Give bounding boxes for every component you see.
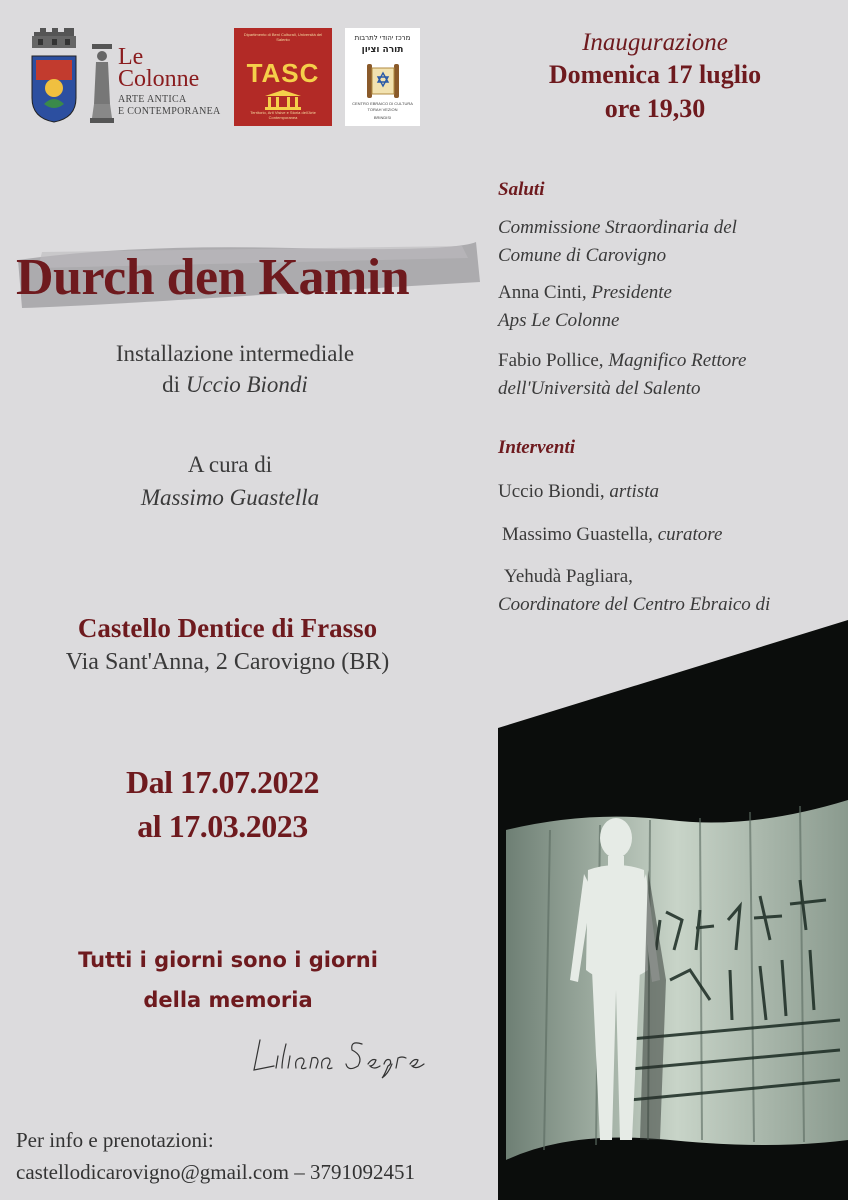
tasc-logo [234, 28, 332, 126]
le-colonne-title: Le Colonne [118, 44, 200, 92]
torah-footer-line1: CENTRO EBRAICO DI CULTURA [352, 101, 413, 106]
interventi-heading: Interventi [498, 437, 576, 458]
curator-block [0, 448, 460, 514]
quote-line1: Tutti i giorni sono i giorni [78, 948, 378, 972]
saluti-item-1-line1: Commissione Straordinaria del [498, 217, 737, 238]
coat-of-arms-icon [28, 28, 80, 124]
torah-footer-line3: BRINDISI [373, 115, 392, 120]
subtitle-line1: Installazione intermediale [115, 341, 355, 366]
quote-line2: della memoria [143, 988, 313, 1012]
venue-name: Castello Dentice di Frasso [77, 613, 378, 643]
le-colonne-sub1: ARTE ANTICA [118, 94, 187, 105]
saluti-item-3-line2: dell'Università del Salento [498, 378, 701, 399]
interventi-item-2 [502, 521, 838, 549]
saluti-item-2-role: Presidente [591, 282, 672, 303]
date-from: Dal 17.07.2022 [126, 764, 319, 800]
torah-hebrew-line1: מרכז יהודי לתרבות [354, 34, 411, 42]
columns-icon [263, 90, 303, 110]
date-to: al 17.03.2023 [137, 808, 308, 844]
torah-hebrew-line2: תורה וציון [361, 45, 404, 55]
info-contact[interactable]: castellodicarovigno@gmail.com – 3791092451 [16, 1160, 416, 1184]
saluti-item-3-role: Magnifico Rettore [608, 350, 747, 371]
interventi-item-1-role: artista [609, 481, 659, 502]
curator-name: Massimo Guastella [140, 485, 320, 510]
inauguration-date: Domenica 17 luglio [548, 60, 762, 89]
torah-footer-line2: TORAH VEZION [367, 107, 398, 112]
le-colonne-subtitle [118, 94, 221, 118]
interventi-item-3-role-line1: Coordinatore del Centro Ebraico di [498, 594, 771, 615]
saluti-item-2 [498, 279, 838, 335]
quote-block [0, 940, 456, 1020]
interventi-item-2-role: curatore [657, 524, 723, 545]
caryatid-statue-icon [88, 44, 116, 124]
le-colonne-logo [88, 42, 228, 126]
installation-photo [470, 620, 848, 1200]
interventi-item-1-name: Uccio Biondi, [498, 481, 610, 502]
liliana-segre-signature [250, 1030, 430, 1080]
exhibition-subtitle [0, 338, 470, 400]
info-label: Per info e prenotazioni: [16, 1128, 214, 1152]
exhibition-title: Durch den Kamin [16, 249, 410, 306]
tasc-text: TASC [246, 58, 320, 88]
tasc-top-text: Dipartimento di Beni Culturali, Università del Salento [243, 32, 323, 42]
inauguration-block [500, 28, 810, 126]
interventi-section [498, 434, 838, 647]
artist-name: Uccio Biondi [185, 372, 308, 397]
saluti-item-1 [498, 214, 838, 270]
saluti-item-2-line2: Aps Le Colonne [498, 310, 620, 331]
saluti-item-1-line2: Comune di Carovigno [498, 245, 667, 266]
le-colonne-sub2: E CONTEMPORANEA [118, 106, 221, 117]
saluti-item-3 [498, 347, 838, 403]
saluti-item-3-name: Fabio Pollice, [498, 350, 609, 371]
interventi-item-1 [498, 478, 838, 506]
interventi-item-3-name: Yehudà Pagliara, [504, 566, 633, 587]
saluti-item-2-name: Anna Cinti, [498, 282, 592, 303]
tasc-bottom-text: Territorio, Arti Visive e Storia dell'Arte Contemporanea [250, 110, 316, 120]
saluti-heading: Saluti [498, 179, 545, 200]
info-block [16, 1124, 415, 1188]
inauguration-time: ore 19,30 [604, 94, 706, 123]
venue-address: Via Sant'Anna, 2 Carovigno (BR) [65, 649, 390, 675]
venue-block [0, 610, 455, 678]
curated-by-label: A cura di [187, 452, 273, 477]
torah-vezion-logo [345, 28, 420, 126]
date-range [0, 760, 445, 848]
saluti-section [498, 176, 838, 403]
inauguration-label: Inaugurazione [582, 29, 728, 56]
comune-coat-of-arms-logo [28, 28, 80, 124]
torah-scroll-icon [365, 64, 401, 98]
interventi-item-2-name: Massimo Guastella, [502, 524, 658, 545]
subtitle-prefix: di [162, 372, 186, 397]
